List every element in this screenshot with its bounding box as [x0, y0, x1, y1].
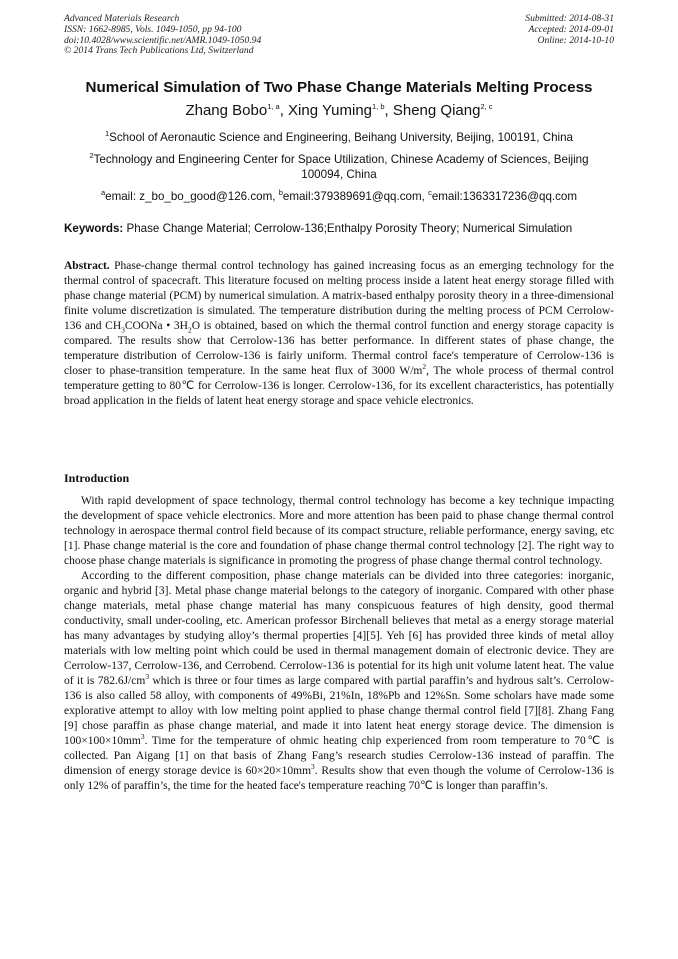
paper-title: Numerical Simulation of Two Phase Change Materials Melting Process [85, 79, 593, 96]
affiliation-1: $^1$School of Aeronautic Science and Engineering, Beihang University, Beijing, 100191, China [104, 129, 573, 144]
issn: ISSN: 1662-8985, Vols. 1049-1050, pp 94-100 [64, 23, 242, 35]
affiliation-2: $^2$Technology and Engineering Center for Space Utilization, Chinese Academy of Sciences, Beijing 100094, China [89, 151, 589, 181]
journal-info [64, 14, 261, 57]
email-c[interactable]: email:1363317236@qq.com [431, 190, 578, 203]
keywords-label: Keywords: [64, 222, 124, 235]
doi: doi:10.4028/www.scientific.net/AMR.1049-1050.94 [64, 34, 262, 46]
email-a[interactable]: email: z_bo_bo_good@126.com, [105, 190, 276, 203]
keywords-text: Phase Change Material; Cerrolow-136;Enthalpy Porosity Theory; Numerical Simulation [123, 222, 573, 235]
copyright: © 2014 Trans Tech Publications Ltd, Switzerland [64, 45, 254, 57]
introduction-heading: Introduction [64, 471, 130, 485]
author-name: Xing Yuming [288, 102, 372, 119]
email-b[interactable]: email:379389691@qq.com, [282, 190, 425, 203]
accepted-date: Accepted: 2014-09-01 [528, 23, 614, 35]
abstract: Abstract. Phase-change thermal control technology has gained increasing focus as an emerging technology for the thermal control of spacecraft. This literature focused on melting process inside a latent heat energy storage filled with phase change material (PCM) by numerical simulation. A matrix-based enthalpy porosity theory in a three-dimensional finite volume discretization is simulated. The temperature distribution during the melting process of PCM Cerrolow-136 and $CH_3COONa$ • $3H_2O$ is obtained, based on which the thermal control function and energy storage capacity is compared. The results show that Cerrolow-136 has better performance. In different states of phase change, the temperature distribution of Cerrolow-136 is fairly uniform. Thermal control face's temperature of Cerrolow-136 is closer to phase-transition temperature. In the same heat flux of 3000 $W/m^2$, The whole process of thermal control temperature getting to 80℃ for Cerrolow-136 is longer. Cerrolow-136, for its excellent characteristics, has potentially broad application in the fields of latent heat energy storage and space vehicle electronics. [64, 260, 614, 407]
author-marks: 1, a [267, 102, 280, 111]
keywords [64, 222, 624, 235]
submitted-date: Submitted: 2014-08-31 [525, 13, 614, 24]
publication-dates [525, 14, 614, 46]
intro-paragraph-2: According to the different composition, phase change materials can be divided into three categories: inorganic, organic and hybrid [3]. Metal phase change material belongs to the category of inorganic. Compared with other phase change materials, metal phase change material has many conspicuous features of high density, good thermal conductivity, small under-cooling, etc. American professor Birchenall believes that metal as a energy storage material has many advantages by studying alloy’s thermal properties [4][5]. Yeh [6] has provided three kinds of metal alloy materials with low melting point which could be used in thermal management domain of electronic device. They are Cerrolow-137, Cerrolow-136, and Cerrobend. Cerrolow-136 is potential for its high unit volume latent heat. The value of it is $782.6J/cm^3$ which is three or four times as large compared with partial paraffin’s and hydrous salt’s. Cerrolow-136 is also called 58 alloy, with components of 49%Bi, 21%In, 18%Pb and 12%Sn. Some scholars have made some explorative attempt to alloy with low melting point applied to phase change thermal control field [7][8]. Zhang Fang [9] chose paraffin as phase change material, and made it into latent heat energy storage device. The dimension is $100\times 100\times 10mm^3$. Time for the temperature of ohmic heating chip experienced from room temperature to 70℃ is collected. Pan Aigang [1] on that basis of Zhang Fang’s research studies Cerrolow-136 instead of paraffin. The dimension of energy storage device is $60\times 20\times 10mm^3$. Results show that even though the volume of Cerrolow-136 is only 12% of paraffin’s, the time for the heated face's temperature reaching 70℃ is longer than paraffin’s. [64, 570, 614, 792]
author-marks: 1, b [372, 102, 385, 111]
author-list: Zhang Bobo$^{1, a}$, Xing Yuming$^{1, b}$, Sheng Qiang$^{2, c}$ [185, 102, 493, 119]
online-date: Online: 2014-10-10 [537, 34, 614, 46]
author-name: Sheng Qiang [392, 102, 481, 119]
author-marks: 2, c [480, 102, 493, 111]
journal-name: Advanced Materials Research [64, 13, 180, 24]
intro-paragraph-1: With rapid development of space technology, thermal control technology has become a key technique impacting the development of space vehicle electronics. More and more attention has been paid to phase change thermal control technology in aerospace thermal control field because of its compact structure, reliable performance, energy saving, etc [1]. Phase change material is the core and foundation of phase change thermal control technology [2]. The right way to choose phase change materials is significance in promoting the progress of phase change thermal control technology. [64, 495, 614, 567]
abstract-label: Abstract. [64, 260, 110, 272]
introduction-body [64, 494, 614, 794]
author-name: Zhang Bobo [185, 102, 268, 119]
email-list: $^a$email: z_bo_bo_good@126.com, $^b$email:379389691@qq.com, $^c$email:1363317236@qq.com [100, 188, 578, 203]
